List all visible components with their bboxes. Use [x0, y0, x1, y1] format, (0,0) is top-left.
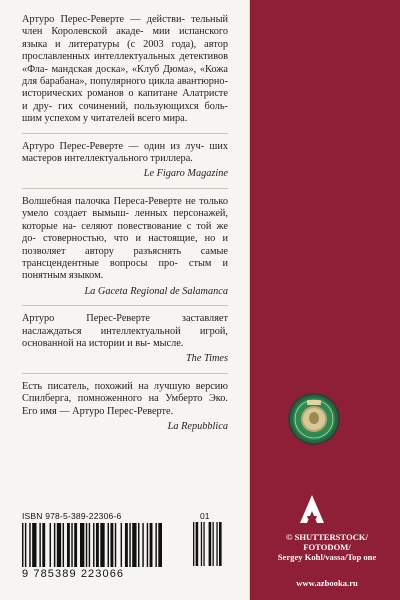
quote-line: стым и понятным языком.	[22, 257, 229, 282]
barcode	[22, 511, 172, 583]
quote-line: Артуро Перес-Реверте — один из луч-	[22, 140, 205, 152]
credit-line: FOTODOM/	[303, 542, 351, 552]
quote-line: и позволяет автору разъяснять	[22, 233, 229, 257]
barcode-graphic	[22, 523, 162, 567]
quote-line: Волшебная палочка Переса-Реверте	[22, 195, 182, 207]
quote-line: основанной на истории и вы-	[22, 337, 151, 349]
quote-source: La Gaceta Regional de Salamanca	[84, 285, 228, 297]
quote-line: мии испанского языка и литературы	[22, 26, 228, 50]
isbn-label: ISBN 978-5-389-22306-6	[22, 511, 122, 521]
quote-4	[22, 313, 228, 350]
quote-line: (с 2003 года), автор прославленных	[22, 38, 228, 63]
barcode-addon-bars	[193, 522, 227, 566]
quote-line: Артуро Перес-Реверте — действи-	[22, 14, 185, 25]
image-credits	[262, 532, 392, 562]
quote-line: триллера.	[150, 153, 193, 165]
quote-line: гих сочинений, пользующихся боль-	[58, 100, 228, 112]
quote-2	[22, 141, 228, 166]
quote-line: на Умберто Эко. Его имя — Артуро	[22, 393, 228, 417]
quote-line: мысле.	[153, 337, 184, 349]
quote-line: шим успехом у читателей всего мира.	[22, 113, 188, 125]
publisher-website: www.azbooka.ru	[296, 578, 358, 588]
quote-line: селяют повествование с той же до-	[22, 220, 228, 245]
quotes-column	[22, 14, 228, 433]
divider	[22, 305, 228, 306]
quote-line: Артуро Перес-Реверте заставляет	[22, 313, 228, 325]
quote-line: цикла авантюрно-исторических	[22, 76, 228, 100]
quote-3	[22, 196, 228, 283]
quote-line: не только умело создает вымыш-	[22, 195, 228, 220]
azbuka-logo-icon	[299, 494, 325, 524]
panel-divider	[249, 0, 250, 600]
award-medal-icon	[287, 392, 341, 446]
quote-line: мандская доска», «Клуб Дюма»,	[51, 63, 197, 75]
quote-line: ленных персонажей, которые на-	[22, 208, 228, 232]
quote-line: ших мастеров интеллектуального	[22, 140, 228, 165]
quote-line: версию Спилберга, помноженного	[22, 380, 228, 405]
quote-source: The Times	[185, 353, 228, 365]
quote-line: интеллектуальных детективов «Фла-	[22, 51, 228, 75]
quote-1	[22, 14, 228, 126]
quote-line: Есть писатель, похожий на лучшую	[22, 380, 191, 392]
quote-line: романов о капитане Алатристе и дру-	[22, 88, 229, 112]
divider	[22, 133, 228, 134]
quote-line: тельный член Королевской акаде-	[22, 14, 228, 38]
barcode-addon: 01	[200, 511, 210, 521]
credit-line: © SHUTTERSTOCK/	[286, 532, 368, 542]
quote-source: Le Figaro Magazine	[143, 168, 228, 180]
quote-line: Перес-Реверте.	[107, 405, 174, 417]
barcode-addon-graphic	[193, 522, 227, 566]
barcode-bars	[22, 523, 162, 567]
quote-5	[22, 381, 228, 418]
divider	[22, 373, 228, 374]
quote-line: наслаждаться интеллектуальной игрой,	[22, 325, 228, 337]
credit-line: Sergey Kohl/vassa/Top one	[277, 552, 377, 562]
quote-line: «Кожа для барабана», популярного	[22, 63, 228, 88]
quote-source: La Repubblica	[167, 420, 228, 432]
barcode-digits: 9 785389 223066	[22, 568, 125, 580]
divider	[22, 188, 228, 189]
quote-line: стоверностью, что и настоящие, но	[43, 233, 216, 245]
quote-line: самые трансцендентные вопросы про-	[22, 245, 229, 269]
